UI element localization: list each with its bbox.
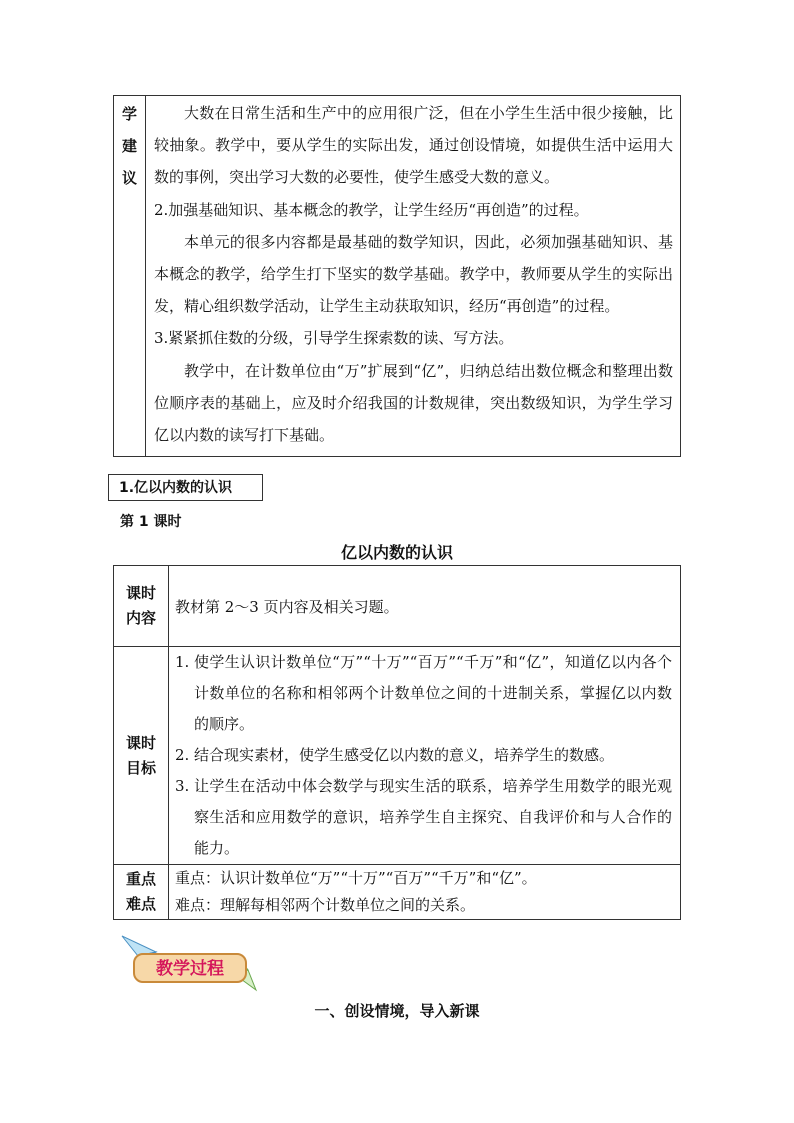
goal-item	[175, 771, 672, 864]
goal-number: 1.	[175, 653, 190, 671]
table-row-content	[114, 566, 681, 647]
label-line: 内容	[125, 609, 156, 627]
paragraph-heading: 3.紧紧抓住数的分级，引导学生探索数的读、写方法。	[154, 329, 514, 348]
key-points	[169, 865, 681, 920]
content-label	[114, 566, 169, 647]
label-char: 学	[121, 105, 137, 123]
goal-text: 结合现实素材，使学生感受亿以内数的意义，培养学生的数感。	[194, 746, 615, 764]
content-text: 教材第 2～3 页内容及相关习题。	[169, 566, 681, 647]
label-line: 难点	[125, 895, 156, 913]
goals-label	[114, 647, 169, 865]
teaching-suggestion-table	[113, 95, 681, 457]
label-char: 议	[121, 169, 137, 187]
goal-number: 3.	[175, 777, 190, 795]
key-label	[114, 865, 169, 920]
paragraph: 大数在日常生活和生产中的应用很广泛，但在小学生生活中很少接触，比较抽象。教学中，要从学生的实际出发，通过创设情境，如提供生活中运用大数的事例，突出学习大数的必要性，使学生感受大数的意义。	[154, 104, 673, 187]
goal-item	[175, 740, 672, 771]
suggestion-label	[114, 96, 146, 457]
goals-list	[169, 647, 681, 865]
goal-item	[175, 647, 672, 740]
label-line: 课时	[125, 733, 156, 752]
banner-text: 教学过程	[156, 959, 224, 979]
section-heading: 1.亿以内数的认识	[108, 474, 263, 501]
label-line: 目标	[125, 758, 156, 777]
lesson-title: 亿以内数的认识	[340, 543, 453, 562]
key-point-line: 重点：认识计数单位“万”“十万”“百万”“千万”和“亿”。	[175, 869, 537, 887]
lesson-number: 第 1 课时	[120, 514, 182, 530]
table-row-key-points	[114, 865, 681, 920]
goal-text: 让学生在活动中体会数学与现实生活的联系，培养学生用数学的眼光观察生活和应用数学的意识，培养学生自主探究、自我评价和与人合作的能力。	[194, 777, 672, 857]
difficulty-line: 难点：理解每相邻两个计数单位之间的关系。	[175, 896, 476, 914]
sub-heading: 一、创设情境，导入新课	[314, 1002, 480, 1020]
paragraph: 教学中，在计数单位由“万”扩展到“亿”，归纳总结出数位概念和整理出数位顺序表的基础上，应及时介绍我国的计数规律，突出数级知识，为学生学习亿以内数的读写打下基础。	[154, 361, 673, 445]
goal-text: 使学生认识计数单位“万”“十万”“百万”“千万”和“亿”，知道亿以内各个计数单位的名称和相邻两个计数单位之间的十进制关系，掌握亿以内数的顺序。	[194, 653, 672, 733]
table-row-goals	[114, 647, 681, 865]
paragraph: 本单元的很多内容都是最基础的数学知识，因此，必须加强基础知识、基本概念的教学，给学生打下坚实的数学基础。教学中，教师要从学生的实际出发，精心组织数学活动，让学生主动获取知识，经历“再创造”的过程。	[154, 232, 673, 316]
lesson-plan-table	[113, 565, 681, 920]
label-line: 重点	[125, 870, 156, 888]
goal-number: 2.	[175, 746, 190, 764]
label-line: 课时	[125, 584, 156, 602]
suggestion-body	[146, 96, 681, 457]
paragraph-heading: 2.加强基础知识、基本概念的教学，让学生经历“再创造”的过程。	[154, 200, 589, 219]
teaching-process-banner	[116, 934, 262, 992]
label-char: 建	[121, 137, 137, 155]
